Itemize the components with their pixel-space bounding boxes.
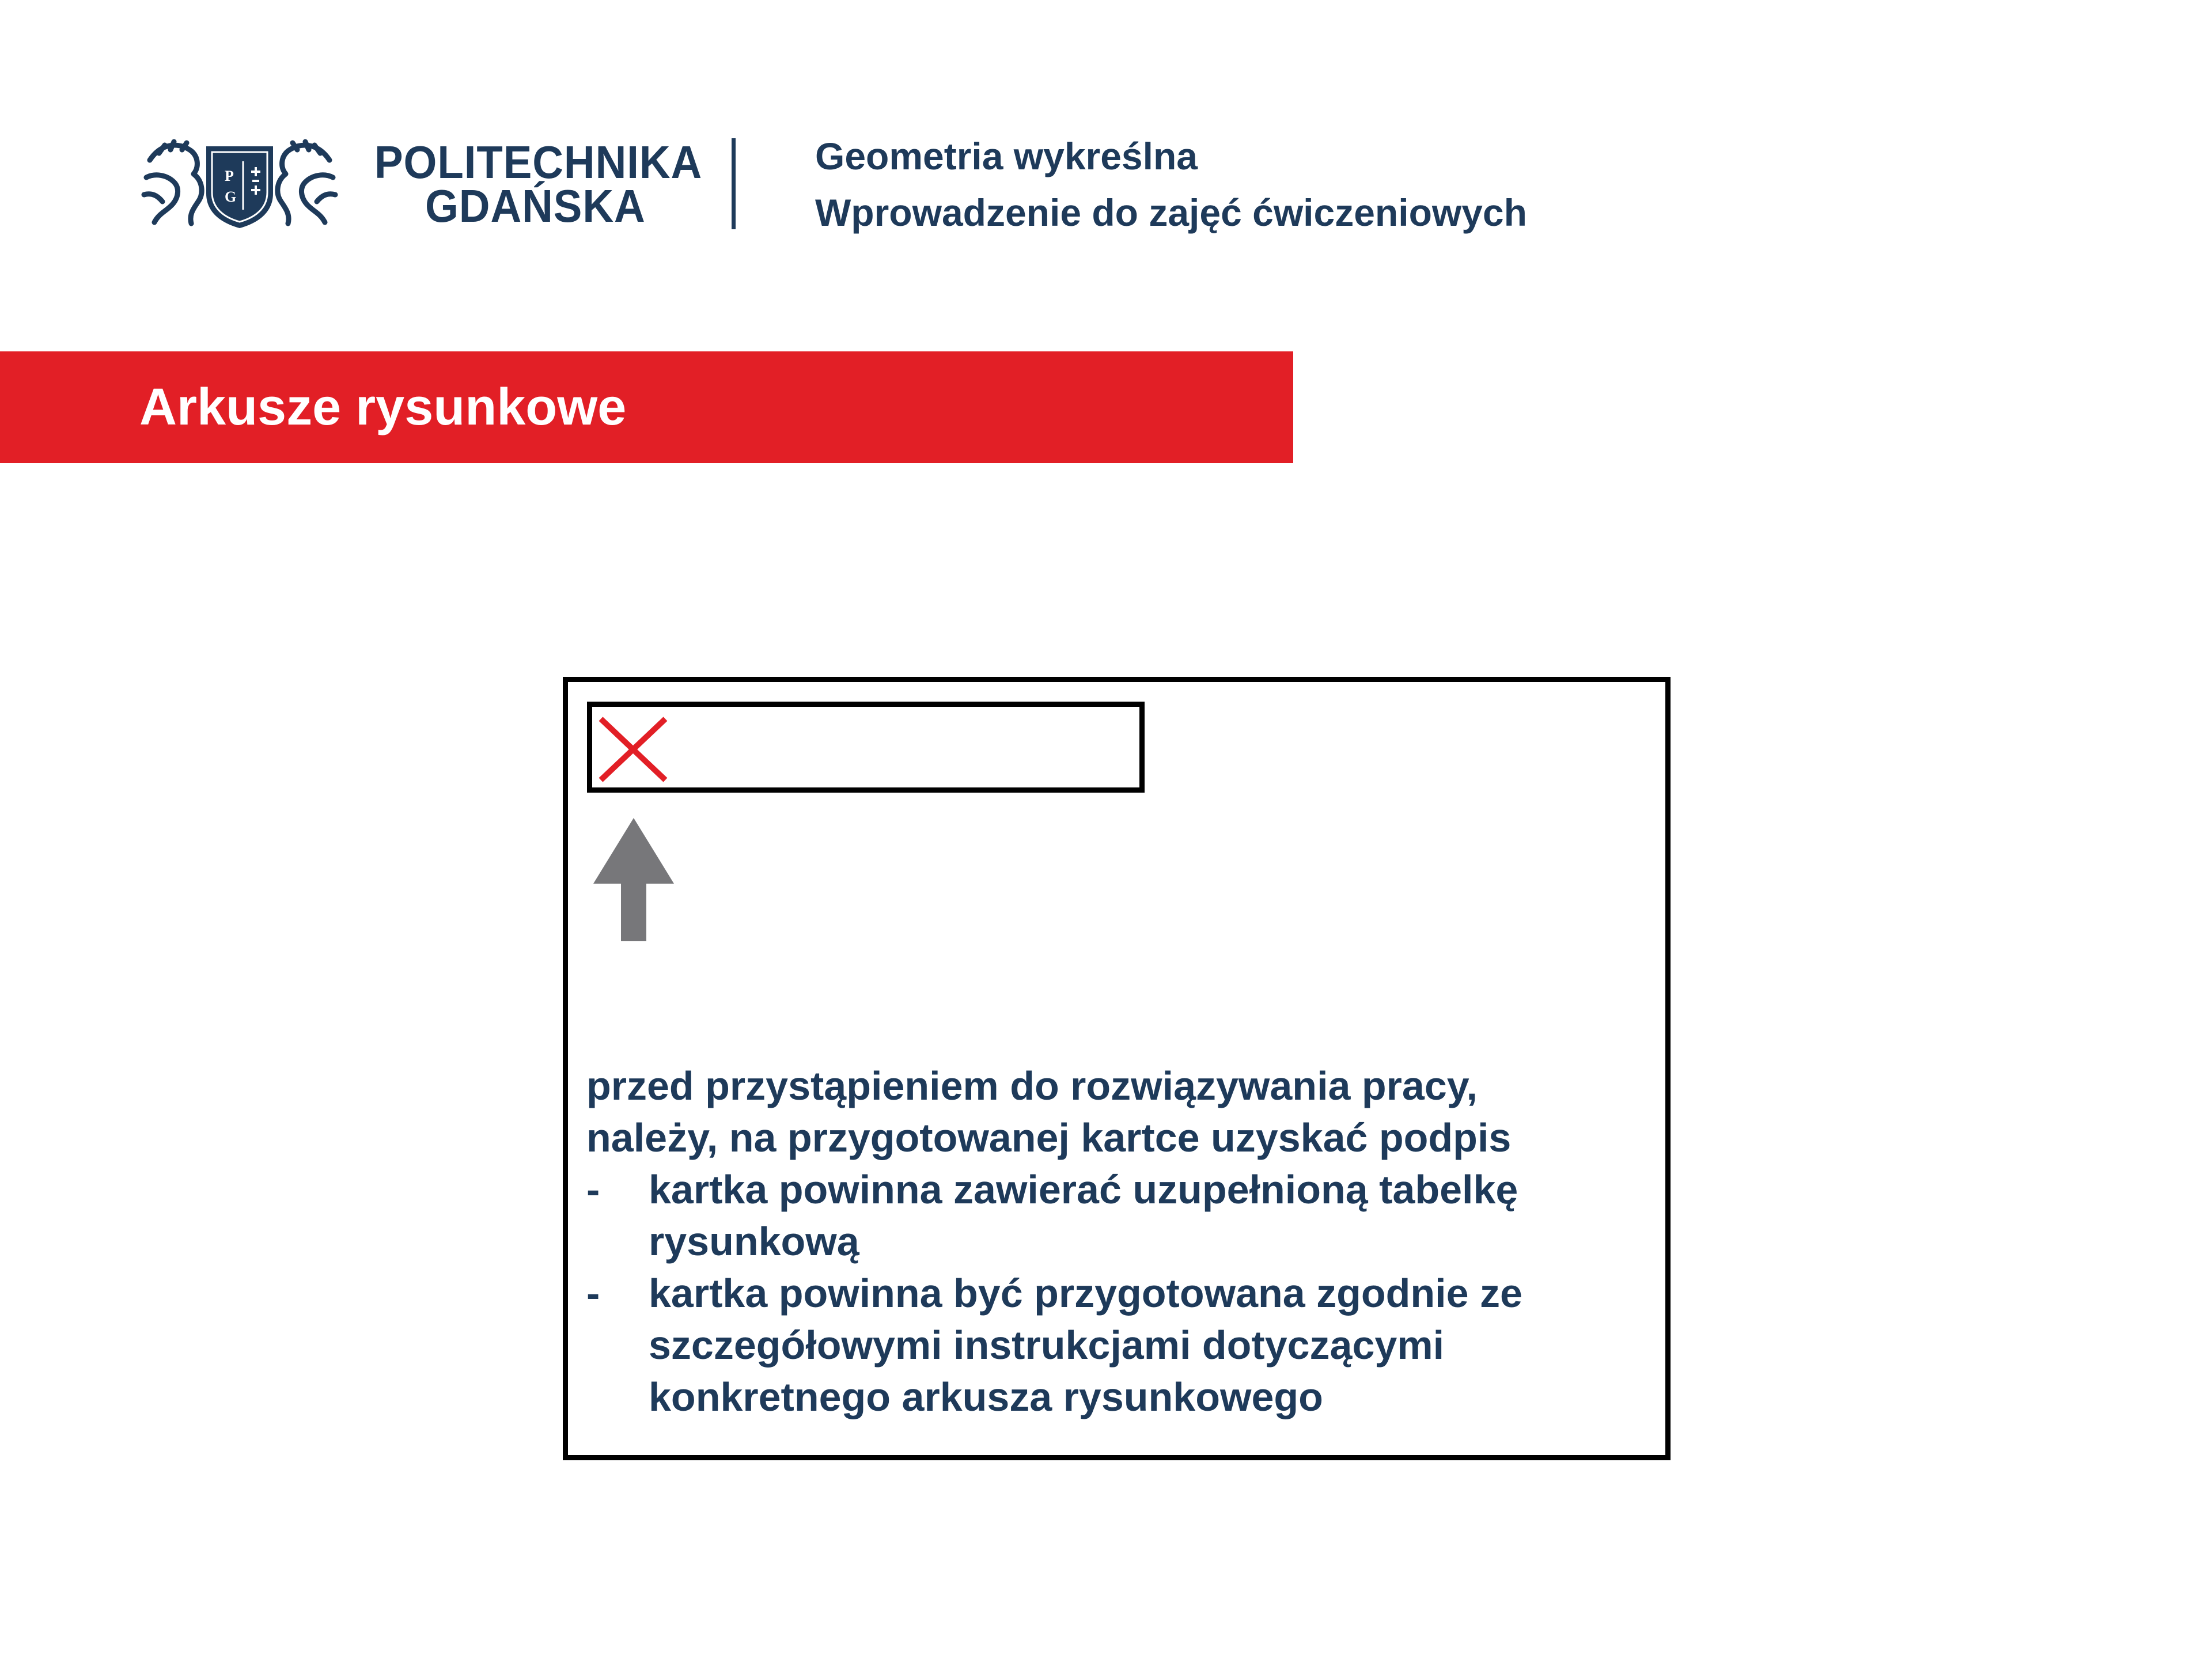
- bullet-text: kartka powinna być przygotowana zgodnie ze szczegółowymi instrukcjami dotyczącymi konkretnego arkusza rysunkowego: [649, 1271, 1522, 1419]
- course-subtitle: Wprowadzenie do zajęć ćwiczeniowych: [815, 191, 1527, 234]
- course-title: Geometria wykreślna: [815, 135, 1198, 177]
- bullet-item-1: [586, 1164, 1646, 1267]
- university-name-line1: POLITECHNIKA: [374, 137, 703, 188]
- note-line-2: należy, na przygotowanej kartce uzyskać podpis: [586, 1115, 1512, 1160]
- university-emblem-icon: [138, 137, 341, 229]
- emblem-letter-p: P: [225, 168, 234, 184]
- title-block-box: [587, 702, 1145, 793]
- bullet-dash: -: [586, 1271, 600, 1316]
- bullet-text: kartka powinna zawierać uzupełnioną tabelkę rysunkową: [649, 1167, 1518, 1264]
- instruction-note: [586, 1060, 1646, 1423]
- section-title: Arkusze rysunkowe: [139, 378, 627, 436]
- university-name-line2: GDAŃSKA: [425, 180, 646, 232]
- bullet-item-2: [586, 1267, 1646, 1423]
- cross-icon: [596, 714, 670, 785]
- arrow-up-icon: [593, 818, 674, 941]
- bullet-dash: -: [586, 1167, 600, 1212]
- emblem-letter-g: G: [225, 188, 237, 205]
- note-line-1: przed przystąpieniem do rozwiązywania pracy,: [586, 1063, 1478, 1108]
- header-divider: [732, 138, 736, 229]
